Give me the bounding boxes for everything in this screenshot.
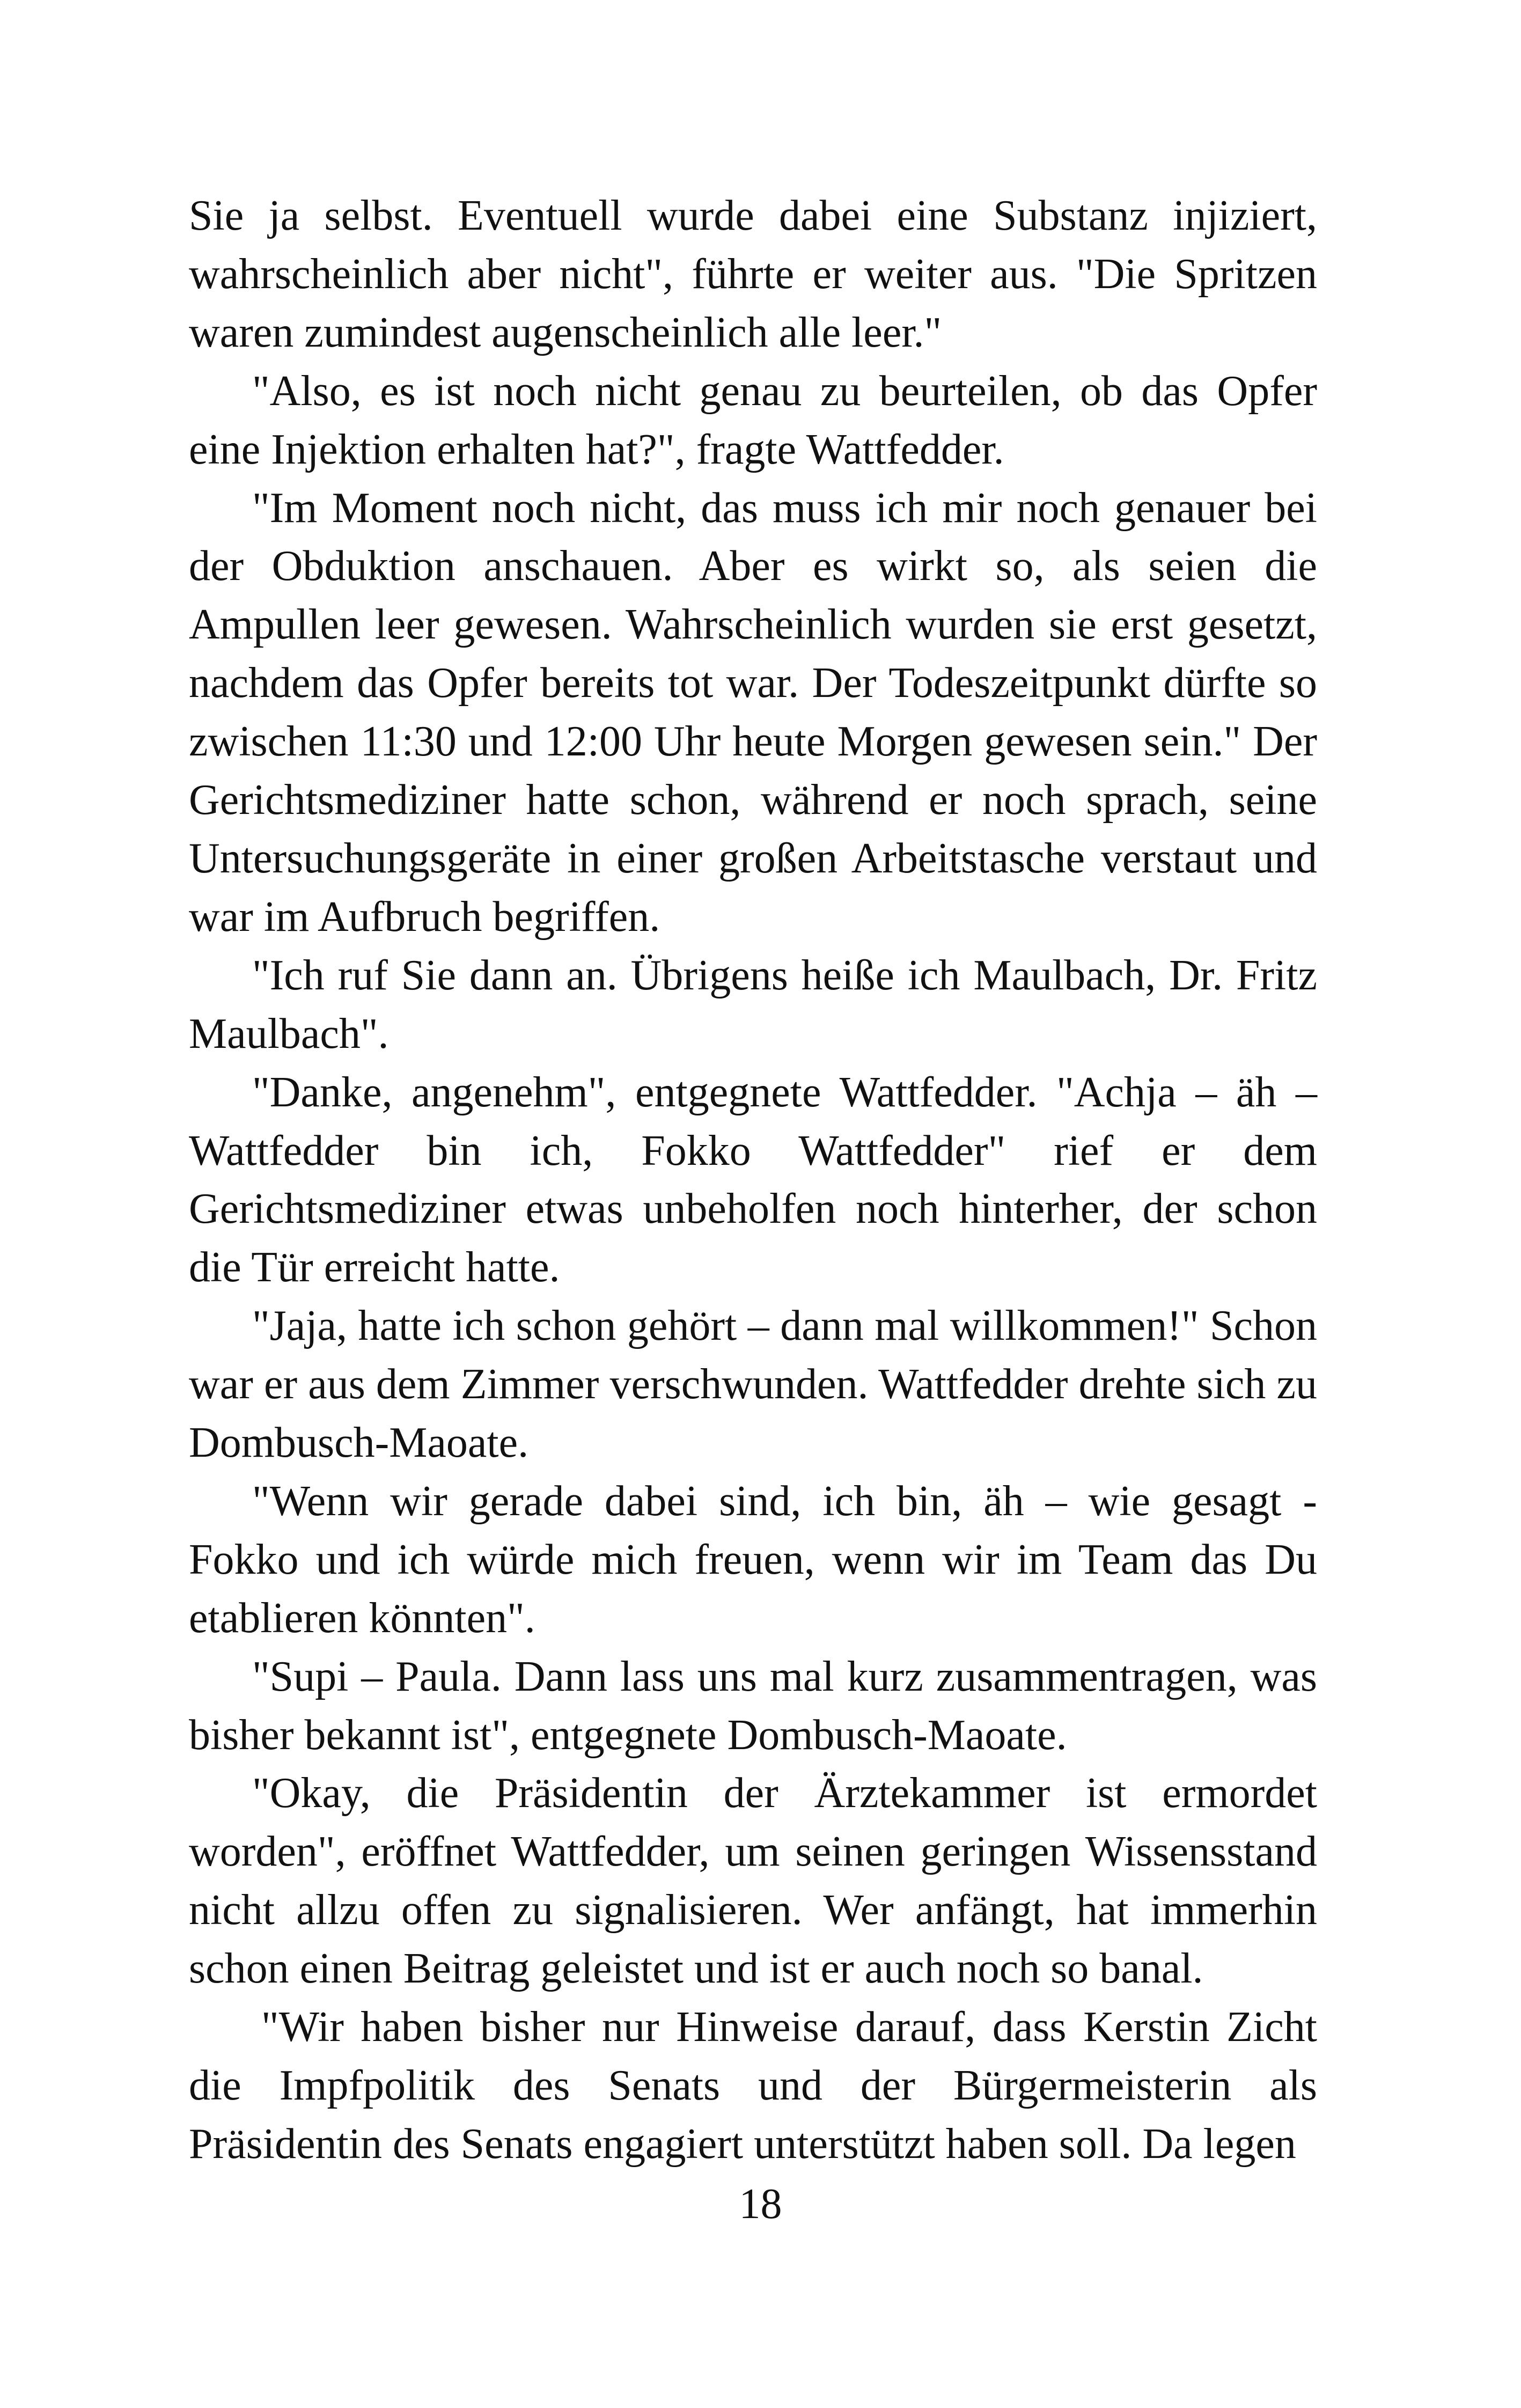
paragraph-5: "Danke, angenehm", entgegnete Wattfedder. "Achja – äh – Wattfedder bin ich, Fokko Wattfedder" rief er dem Gerichtsmediziner etwas unbeholfen noch hinterher, der schon die Tür erreicht hatte. xyxy=(189,1068,1317,1291)
paragraph-2: "Also, es ist noch nicht genau zu beurteilen, ob das Opfer eine Injektion erhalten hat?", fragte Wattfedder. xyxy=(189,367,1317,473)
paragraph-8: "Supi – Paula. Dann lass uns mal kurz zusammentragen, was bisher bekannt ist", entgegnete Dombusch-Maoate. xyxy=(189,1653,1317,1759)
paragraph-1: Sie ja selbst. Eventuell wurde dabei eine Substanz injiziert, wahrscheinlich aber nicht", führte er weiter aus. "Die Spritzen waren zumindest augenscheinlich alle leer." xyxy=(189,192,1317,356)
paragraph-10: "Wir haben bisher nur Hinweise darauf, dass Kerstin Zicht die Impfpolitik des Senats und der Bürgermeisterin als Präsidentin des Senats engagiert unterstützt haben soll. Da legen xyxy=(189,2003,1317,2168)
paragraph-9: "Okay, die Präsidentin der Ärztekammer ist ermordet worden", eröffnet Wattfedder, um seinen geringen Wissensstand nicht allzu offen zu signalisieren. Wer anfängt, hat immerhin schon einen Beitrag geleistet und ist er auch noch so banal. xyxy=(189,1770,1317,1993)
body-text xyxy=(189,187,1317,2174)
paragraph-6: "Jaja, hatte ich schon gehört – dann mal willkommen!" Schon war er aus dem Zimmer verschwunden. Wattfedder drehte sich zu Dombusch-Maoate. xyxy=(189,1302,1317,1467)
page-number: 18 xyxy=(739,2181,782,2228)
paragraph-3: "Im Moment noch nicht, das muss ich mir noch genauer bei der Obduktion anschauen. Aber es wirkt so, als seien die Ampullen leer gewesen. Wahrscheinlich wurden sie erst gesetzt, nachdem das Opfer bereits tot war. Der Todeszeitpunkt dürfte so zwischen 11:30 und 12:00 Uhr heute Morgen gewesen sein." Der Gerichtsmediziner hatte schon, während er noch sprach, seine Untersuchungsgeräte in einer großen Arbeitstasche verstaut und war im Aufbruch begriffen. xyxy=(189,484,1317,941)
paragraph-7: "Wenn wir gerade dabei sind, ich bin, äh – wie gesagt - Fokko und ich würde mich freuen, wenn wir im Team das Du etablieren könnten". xyxy=(189,1477,1317,1642)
paragraph-4: "Ich ruf Sie dann an. Übrigens heiße ich Maulbach, Dr. Fritz Maulbach". xyxy=(189,951,1317,1058)
